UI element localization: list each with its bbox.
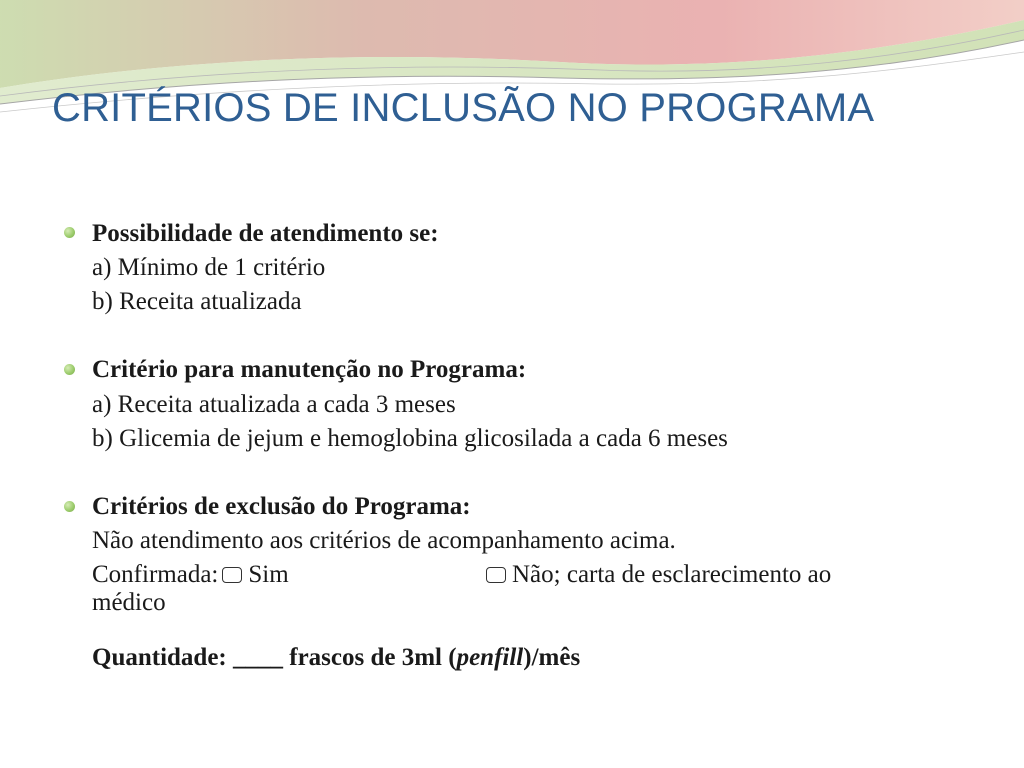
section-1-item-b: b) Receita atualizada <box>92 288 302 315</box>
section-heading-2: Critério para manutenção no Programa: <box>92 356 527 383</box>
section-heading-3: Critérios de exclusão do Programa: <box>92 493 471 520</box>
bullet-icon <box>64 501 75 512</box>
section-3-item: Não atendimento aos critérios de acompanhamento acima. <box>92 527 676 554</box>
bullet-icon <box>64 227 75 238</box>
section-2-item-b: b) Glicemia de jejum e hemoglobina glicosilada a cada 6 meses <box>92 425 728 452</box>
quantity-italic: penfill <box>456 644 524 671</box>
slide-title: CRITÉRIOS DE INCLUSÃO NO PROGRAMA <box>52 86 875 130</box>
confirm-row <box>92 560 972 592</box>
quantity-suffix: )/mês <box>523 644 581 671</box>
option-no-continuation: médico <box>92 589 166 616</box>
section-2-item-a: a) Receita atualizada a cada 3 meses <box>92 391 456 418</box>
section-heading-1: Possibilidade de atendimento se: <box>92 220 439 247</box>
section-1-item-a: a) Mínimo de 1 critério <box>92 254 326 281</box>
confirm-label: Confirmada: <box>92 561 219 588</box>
quantity-line <box>92 643 580 673</box>
option-yes-label: Sim <box>248 561 289 588</box>
checkbox-yes[interactable] <box>222 567 242 583</box>
bullet-icon <box>64 364 75 375</box>
option-no-label: Não; carta de esclarecimento ao <box>512 561 832 588</box>
quantity-prefix: Quantidade: ____ frascos de 3ml ( <box>92 644 457 671</box>
checkbox-no[interactable] <box>486 567 506 583</box>
